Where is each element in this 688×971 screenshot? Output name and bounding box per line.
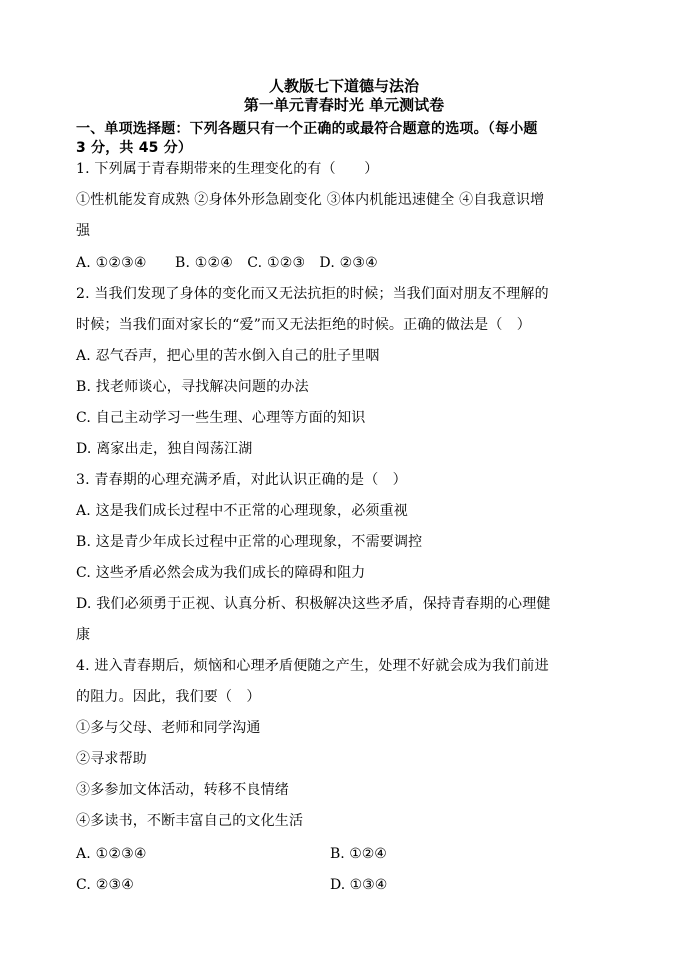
question-4-option-a: A. ①②③④	[76, 846, 147, 862]
question-2-stem: 2. 当我们发现了身体的变化而又无法抗拒的时候；当我们面对朋友不理解的	[76, 286, 549, 302]
section-heading: 一、单项选择题：下列各题只有一个正确的或最符合题意的选项。（每小题	[76, 121, 538, 137]
question-4-item-4: ④多读书，不断丰富自己的文化生活	[76, 813, 304, 829]
question-1-items-continued: 强	[76, 223, 91, 239]
question-4-stem-continued: 的阻力。因此，我们要（ ）	[76, 689, 261, 705]
question-2-option-a: A. 忍气吞声，把心里的苦水倒入自己的肚子里咽	[76, 348, 380, 364]
question-4-option-d: D. ①③④	[330, 877, 388, 893]
exam-title: 人教版七下道德与法治	[268, 77, 419, 95]
question-1-stem: 1. 下列属于青春期带来的生理变化的有（ ）	[76, 161, 379, 177]
question-2-option-c: C. 自己主动学习一些生理、心理等方面的知识	[76, 410, 366, 426]
question-2-stem-continued: 时候；当我们面对家长的“爱”而又无法拒绝的时候。正确的做法是（ ）	[76, 317, 531, 333]
question-3-option-d-continued: 康	[76, 627, 91, 643]
question-4-item-3: ③多参加文体活动，转移不良情绪	[76, 782, 289, 798]
question-4-item-1: ①多与父母、老师和同学沟通	[76, 720, 261, 736]
question-3-option-b: B. 这是青少年成长过程中正常的心理现象，不需要调控	[76, 534, 423, 550]
question-3-stem: 3. 青春期的心理充满矛盾，对此认识正确的是（ ）	[76, 472, 407, 488]
question-4-item-2: ②寻求帮助	[76, 751, 147, 767]
question-3-option-d: D. 我们必须勇于正视、认真分析、积极解决这些矛盾，保持青春期的心理健	[76, 596, 551, 612]
question-1-items: ①性机能发育成熟 ②身体外形急剧变化 ③体内机能迅速健全 ④自我意识增	[76, 192, 545, 208]
question-4-stem: 4. 进入青春期后，烦恼和心理矛盾便随之产生，处理不好就会成为我们前进	[76, 658, 549, 674]
question-4-option-b: B. ①②④	[330, 846, 387, 862]
question-4-option-c: C. ②③④	[76, 877, 134, 893]
question-3-option-c: C. 这些矛盾必然会成为我们成长的障碍和阻力	[76, 565, 366, 581]
section-heading-continued: 3 分，共 45 分）	[76, 140, 193, 156]
question-3-option-a: A. 这是我们成长过程中不正常的心理现象，必须重视	[76, 503, 409, 519]
question-2-option-d: D. 离家出走，独自闯荡江湖	[76, 441, 253, 457]
question-1-options: A. ①②③④ B. ①②④ C. ①②③ D. ②③④	[76, 255, 378, 271]
exam-subtitle: 第一单元青春时光 单元测试卷	[243, 96, 445, 114]
question-2-option-b: B. 找老师谈心，寻找解决问题的办法	[76, 379, 309, 395]
